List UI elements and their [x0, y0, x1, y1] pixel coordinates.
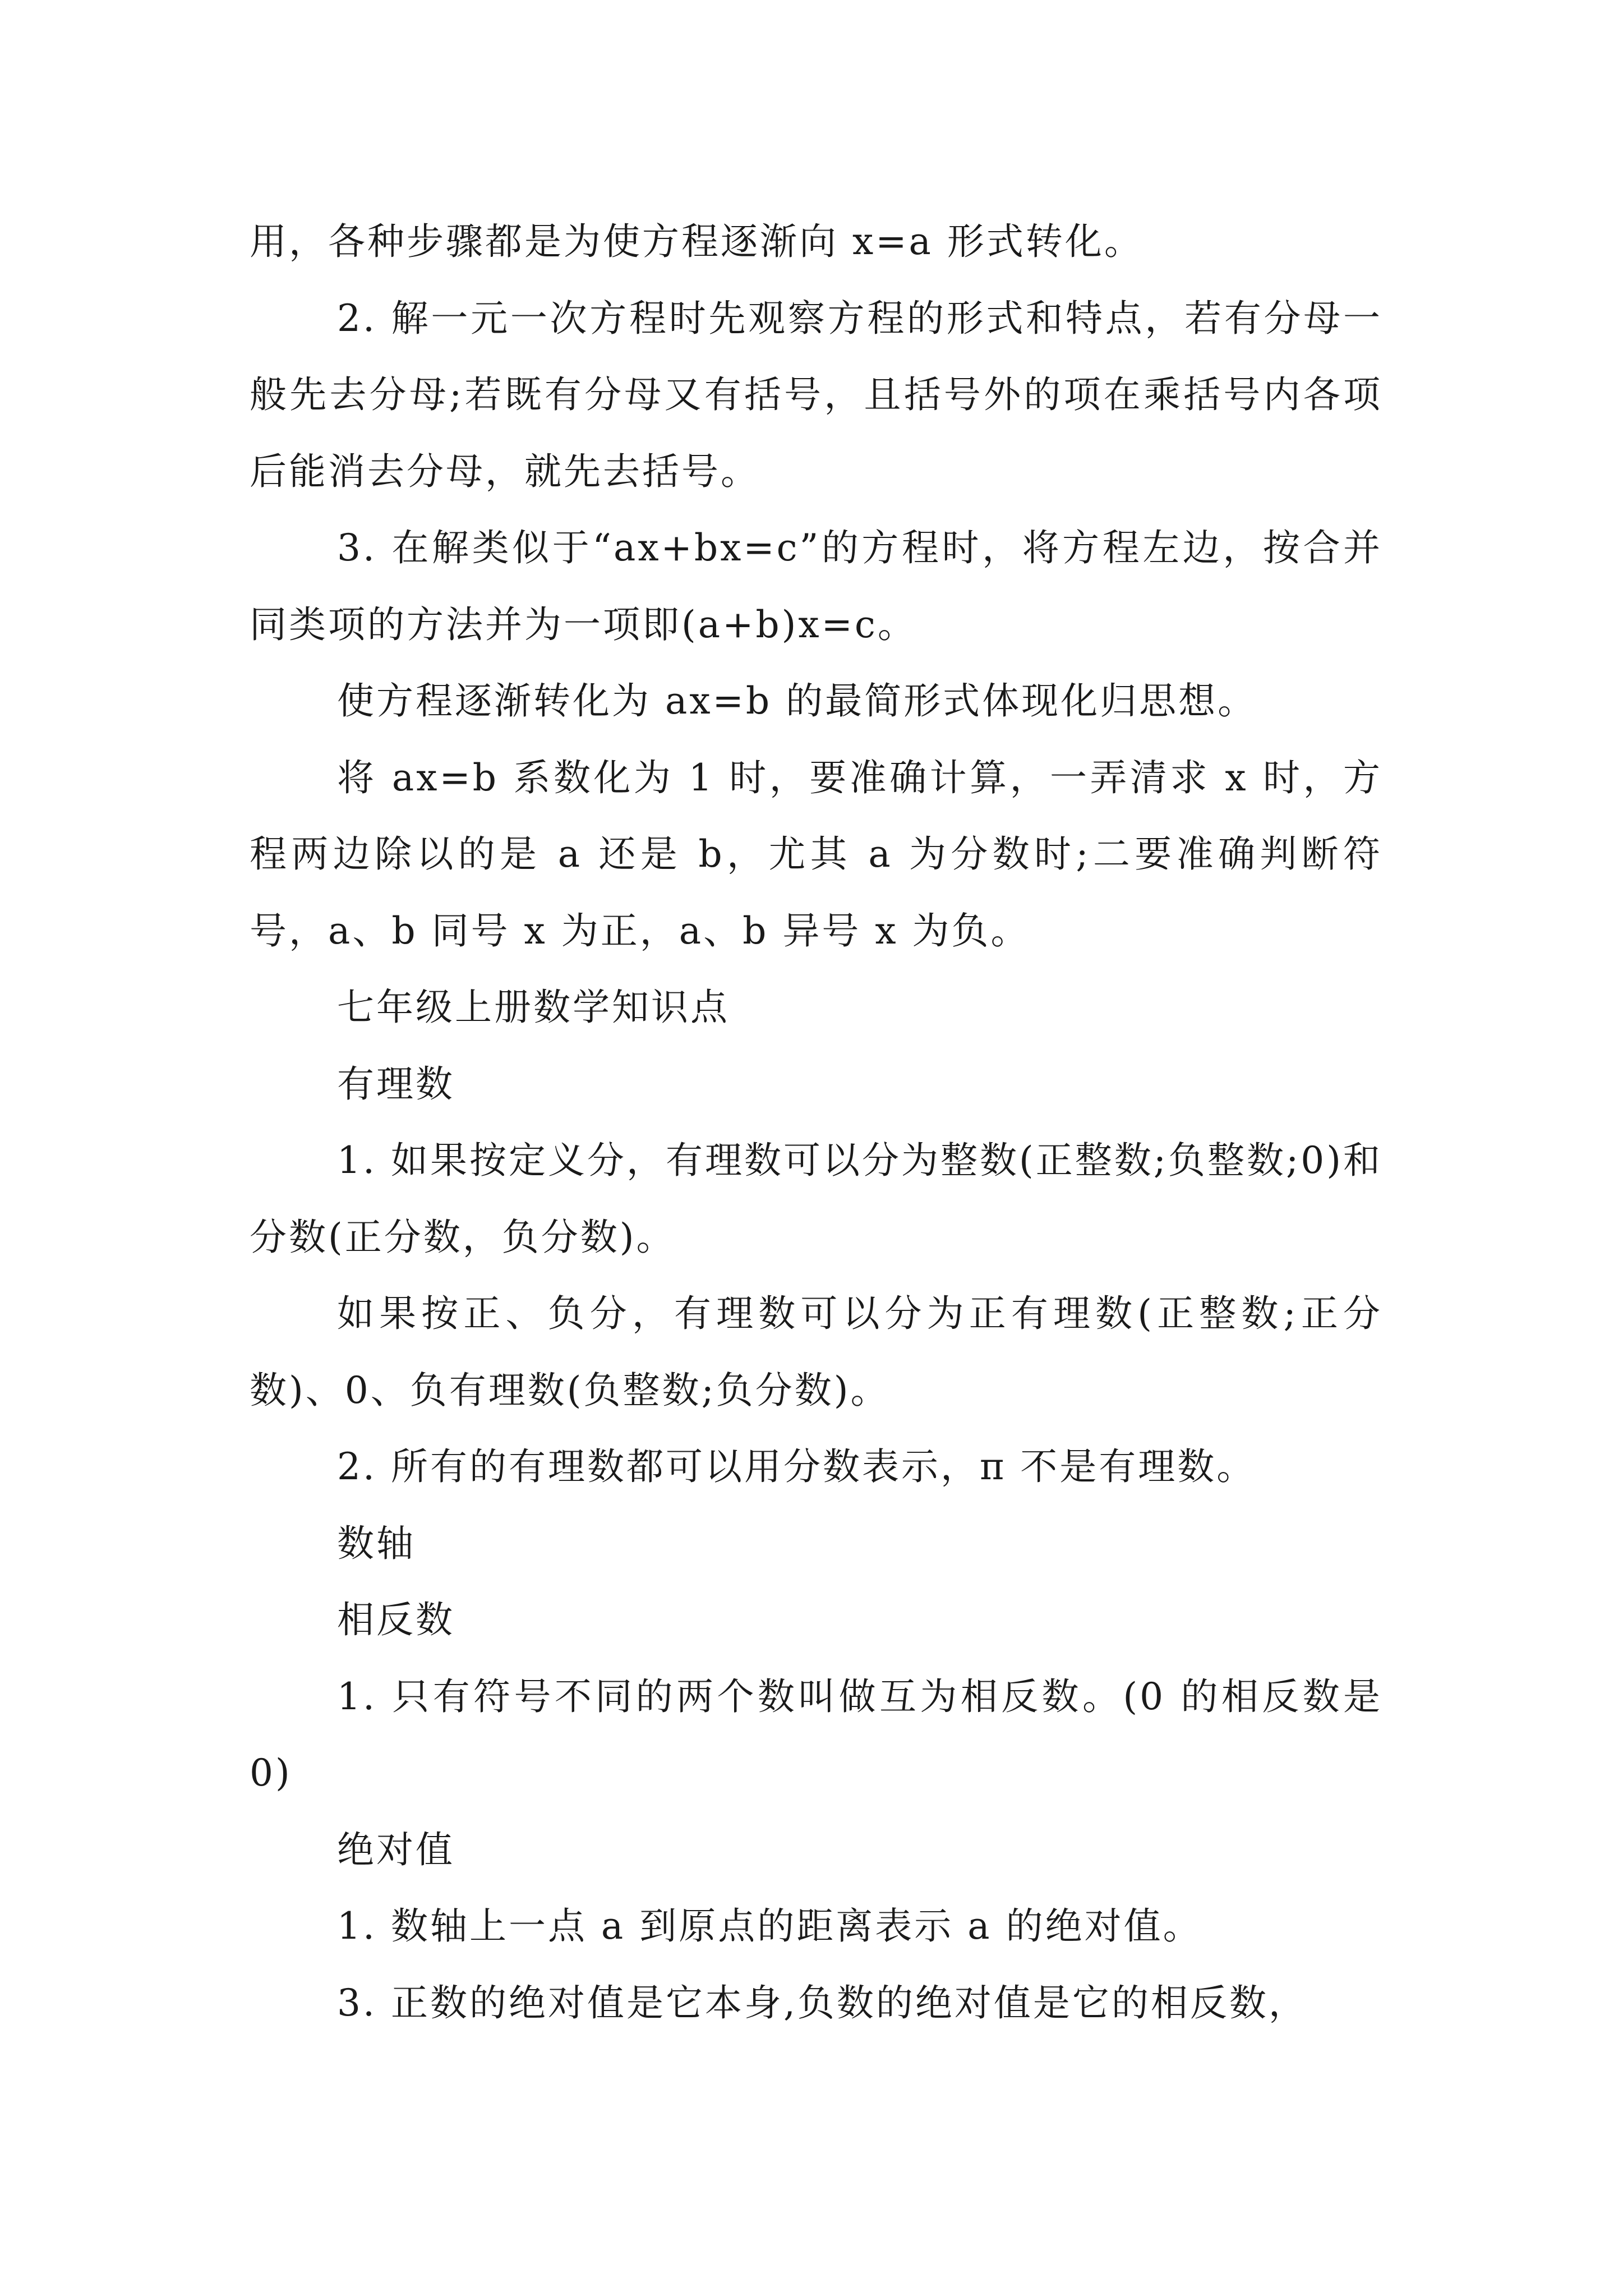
document-body: [250, 204, 1382, 2041]
heading-number-line: 数轴: [337, 1521, 416, 1565]
heading-absolute-value: 绝对值: [337, 1828, 455, 1871]
section-title: 七年级上册数学知识点: [337, 986, 730, 1029]
heading-opposite-numbers: 相反数: [337, 1598, 455, 1641]
paragraph-opposite-definition: 1. 只有符号不同的两个数叫做互为相反数。(0 的相反数是 0): [250, 1674, 1382, 1795]
paragraph-coefficient: 将 ax=b 系数化为 1 时，要准确计算，一弄清求 x 时，方程两边除以的是 a 还是 b，尤其 a 为分数时;二要准确判断符号，a、b 同号 x 为正，a、b 异号 x 为负。: [250, 756, 1382, 953]
paragraph-rational-sign: 如果按正、负分，有理数可以分为正有理数(正整数;正分数)、0、负有理数(负整数;负分数)。: [250, 1292, 1382, 1412]
paragraph-step-3: 3. 在解类似于“ax+bx=c”的方程时，将方程左边，按合并同类项的方法并为一项即(a+b)x=c。: [250, 526, 1382, 646]
paragraph-rational-definition: 1. 如果按定义分，有理数可以分为整数(正整数;负整数;0)和分数(正分数，负分数)。: [250, 1139, 1382, 1259]
paragraph-rational-fraction: 2. 所有的有理数都可以用分数表示，π 不是有理数。: [337, 1445, 1256, 1488]
paragraph-simplest-form: 使方程逐渐转化为 ax=b 的最简形式体现化归思想。: [337, 679, 1257, 723]
paragraph-continuation: 用，各种步骤都是为使方程逐渐向 x=a 形式转化。: [250, 220, 1144, 263]
paragraph-absolute-definition: 1. 数轴上一点 a 到原点的距离表示 a 的绝对值。: [337, 1904, 1202, 1948]
paragraph-absolute-rule: 3. 正数的绝对值是它本身,负数的绝对值是它的相反数，: [337, 1981, 1308, 2024]
heading-rational-numbers: 有理数: [337, 1062, 455, 1106]
paragraph-step-2: 2. 解一元一次方程时先观察方程的形式和特点，若有分母一般先去分母;若既有分母又有括号，且括号外的项在乘括号内各项后能消去分母，就先去括号。: [250, 296, 1382, 493]
